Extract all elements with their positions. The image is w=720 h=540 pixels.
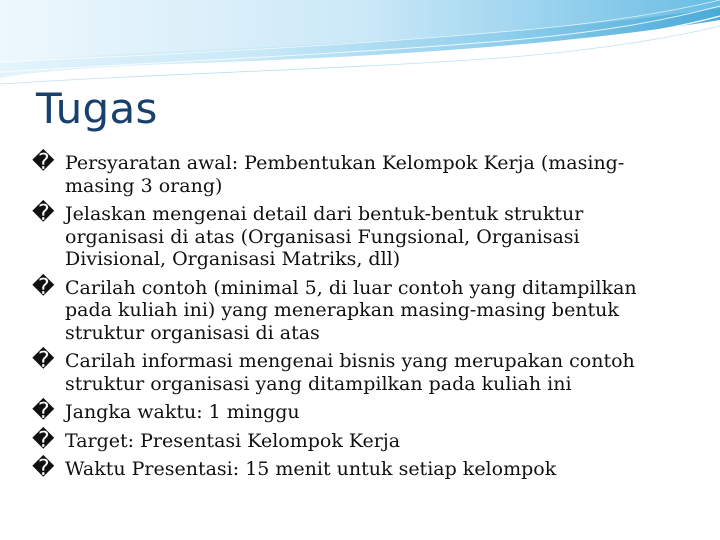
slide-title: Tugas [36, 84, 158, 133]
bullet-item [32, 203, 682, 271]
bullet-text: Jelaskan mengenai detail dari bentuk-bentuk struktur organisasi di atas (Organisasi Fungsional, Organisasi Divisional, Organisasi Matriks, dll) [65, 203, 584, 270]
bullet-item [32, 274, 682, 345]
bullet-marker-icon: � [32, 274, 55, 300]
bullet-marker-icon: � [32, 427, 55, 453]
bullet-text: Carilah informasi mengenai bisnis yang merupakan contoh struktur organisasi yang ditampilkan pada kuliah ini [65, 350, 635, 395]
bullet-marker-icon: � [32, 399, 55, 424]
bullet-text: Persyaratan awal: Pembentukan Kelompok Kerja (masing-masing 3 orang) [65, 152, 625, 197]
bullet-item [32, 458, 682, 481]
bullet-text: Waktu Presentasi: 15 menit untuk setiap kelompok [65, 458, 557, 480]
bullet-text: Jangka waktu: 1 minggu [65, 401, 300, 423]
bullet-text: Carilah contoh (minimal 5, di luar contoh yang ditampilkan pada kuliah ini) yang menerapkan masing-masing bentuk struktur organisasi di atas [65, 276, 637, 344]
bullet-item [32, 152, 682, 197]
bullet-list [32, 152, 682, 487]
bullet-marker-icon: � [32, 348, 55, 373]
bullet-item [32, 427, 682, 453]
decorative-wave-band [0, 0, 720, 90]
bullet-marker-icon: � [32, 201, 55, 226]
bullet-marker-icon: � [32, 456, 55, 481]
bullet-marker-icon: � [32, 150, 55, 175]
bullet-item [32, 350, 682, 395]
bullet-item [32, 401, 682, 424]
bullet-text: Target: Presentasi Kelompok Kerja [65, 429, 401, 452]
